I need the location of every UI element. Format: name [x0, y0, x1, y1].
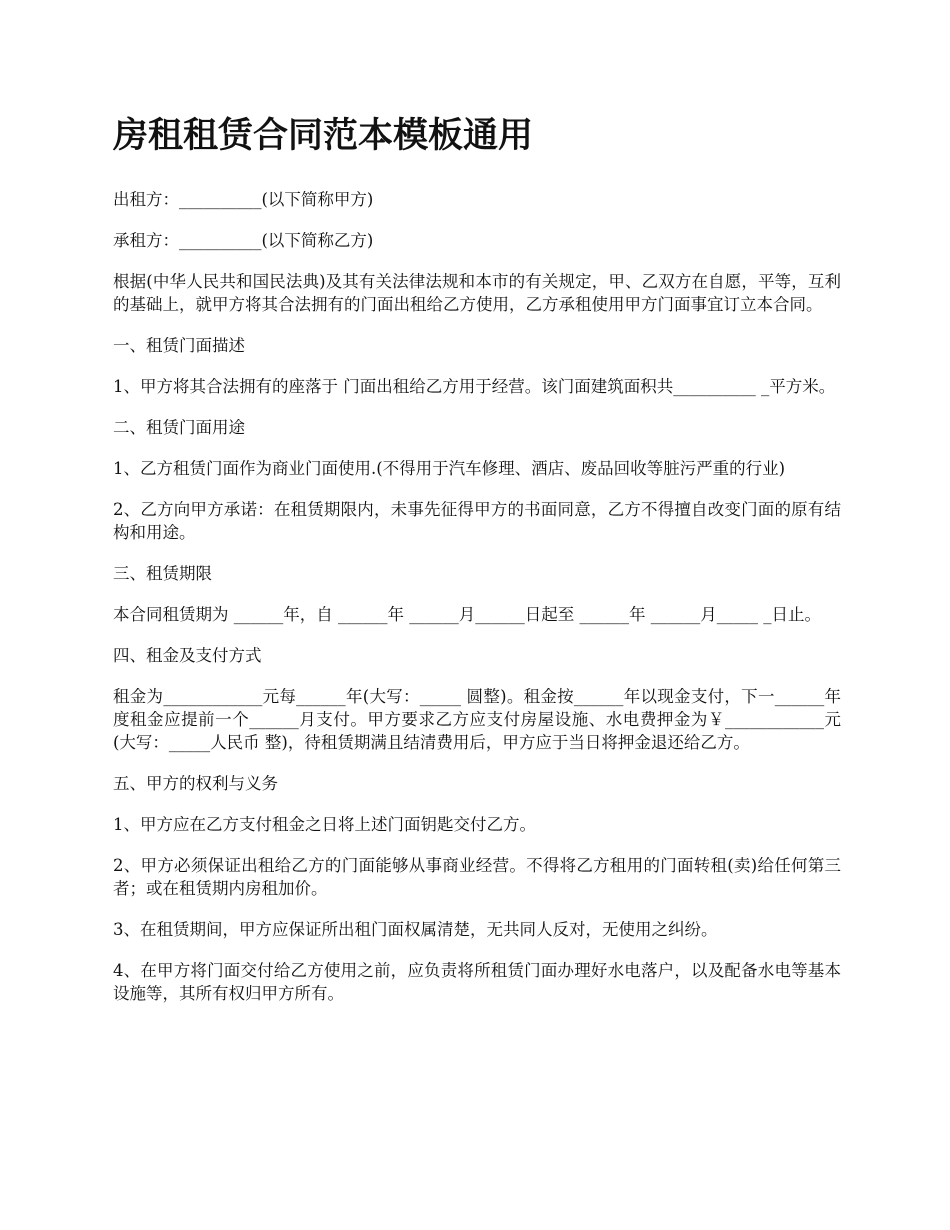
- paragraph-use-1: 1、乙方租赁门面作为商业门面使用.(不得用于汽车修理、酒店、废品回收等脏污严重的行业): [113, 459, 786, 478]
- section-heading-2: 二、租赁门面用途: [113, 418, 245, 437]
- section-heading-1: 一、租赁门面描述: [113, 336, 245, 355]
- paragraph-lessee: 承租方：__________(以下简称乙方): [113, 231, 374, 250]
- paragraph-lessor: 出租方：__________(以下简称甲方): [113, 190, 374, 209]
- document-body: [113, 108, 841, 1023]
- document-title: 房租租赁合同范本模板通用: [113, 115, 534, 156]
- paragraph-lessor-duty-1: 1、甲方应在乙方支付租金之日将上述门面钥匙交付乙方。: [113, 815, 536, 834]
- section-heading-4: 四、租金及支付方式: [113, 646, 262, 665]
- paragraph-premises-description: 1、甲方将其合法拥有的座落于 门面出租给乙方用于经营。该门面建筑面积共__________ _平方米。: [113, 377, 836, 396]
- paragraph-rent-payment: 租金为____________元每______年(大写：_____ 圆整)。租金按______年以现金支付，下一______年度租金应提前一个______月支付。甲方要求乙方应支付房屋设施、水电费押金为￥____________元(大写：_____人民币 整)，待租赁期满且结清费用后，甲方应于当日将押金退还给乙方。: [113, 687, 841, 752]
- paragraph-lessor-duty-3: 3、在租赁期间，甲方应保证所出租门面权属清楚，无共同人反对，无使用之纠纷。: [113, 920, 718, 939]
- section-heading-3: 三、租赁期限: [113, 564, 212, 583]
- paragraph-lease-term: 本合同租赁期为 ______年，自 ______年 ______月______日起至 ______年 ______月_____ _日止。: [113, 605, 821, 624]
- paragraph-preamble: 根据(中华人民共和国民法典)及其有关法律法规和本市的有关规定，甲、乙双方在自愿，平等，互利的基础上，就甲方将其合法拥有的门面出租给乙方使用，乙方承租使用甲方门面事宜订立本合同。: [113, 272, 841, 314]
- paragraph-use-2: 2、乙方向甲方承诺：在租赁期限内，未事先征得甲方的书面同意，乙方不得擅自改变门面的原有结构和用途。: [113, 500, 841, 542]
- paragraph-lessor-duty-2: 2、甲方必须保证出租给乙方的门面能够从事商业经营。不得将乙方租用的门面转租(卖)给任何第三者；或在租赁期内房租加价。: [113, 856, 841, 898]
- paragraph-lessor-duty-4: 4、在甲方将门面交付给乙方使用之前，应负责将所租赁门面办理好水电落户，以及配备水电等基本设施等，其所有权归甲方所有。: [113, 961, 841, 1003]
- section-heading-5: 五、甲方的权利与义务: [113, 774, 278, 793]
